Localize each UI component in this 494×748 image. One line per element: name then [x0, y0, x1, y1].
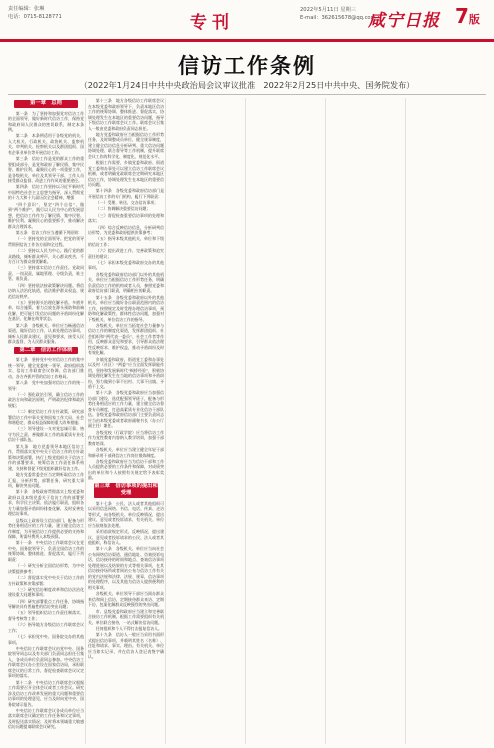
article-paragraph: 第六条 各级机关、单位应当畅通信访渠道，做好信访工作，认真处理信访事项，倾听人民群众建议、意见和要求，接受人民群众监督，为人民群众服务。: [8, 322, 84, 345]
article-paragraph: （三）坚持落实信访工作责任。党政同责、一岗双责，属地管理、分级负责，谁主管、谁负责。: [8, 265, 84, 282]
article-paragraph: 第七条 坚持党中央对信访工作的集中统一领导，健全党委统一领导、政府组织落实、信访工作联席会议协调、信访部门推动、各方齐抓共管的信访工作格局。: [8, 357, 84, 379]
article-paragraph: （二）坚持以人民为中心。践行党的群众路线，倾听群众呼声，关心群众疾苦，千方百计为群众排忧解难。: [8, 248, 84, 265]
contact-email: E-mail：362615678@qq.com: [300, 15, 376, 21]
page-number-value: 7: [455, 4, 469, 28]
article-column-3: [168, 98, 244, 744]
article-paragraph: 各级机关、单位领导干部应当阅办群众来信和网上信访、定期接待群众来访、定期下访，包案化解群众反映强烈的突出问题。: [88, 591, 164, 608]
article-paragraph: 第五条 信访工作应当遵循下列原则：: [15, 229, 82, 235]
article-paragraph: （七）承担党中央、国务院交办的其他事项。: [8, 634, 84, 645]
date-block: [300, 6, 376, 22]
column-divider: [245, 98, 246, 744]
article-paragraph: （六）提出改进工作、完善政策和追究责任的建议；: [88, 248, 164, 259]
article-paragraph: “四个意识”、坚定“四个自信”、做到“两个维护”，践行以人民为中心的发展思想，把信访工作作为了解民情、集中民智、维护民利、凝聚民心的重要抓手，推动解决群众合理诉求。: [8, 201, 84, 229]
chapter-heading: 第二章 信访工作体制: [14, 347, 78, 355]
article-paragraph: （一）研究分析全国信访形势，为中央决策提供参考；: [8, 563, 84, 574]
article-paragraph: 中央信访工作联席会议由党中央、国务院领导同志以及有关部门负责同志担任召集人，各成员单位负责同志参加。中央信访工作联席会议办公室设在国家信访局，承担联席会议的日常工作，督促检查联席会议议定事项的落实。: [8, 645, 84, 679]
article-paragraph: 各级党委和政府应当为信访干部和工作人员提供必要的工作条件和保障，对成绩突出的单位和个人按照有关规定给予表彰奖励。: [88, 458, 164, 481]
article-paragraph: （四）研究部署重点工作任务，协调指导解决具有普遍性的信访突出问题；: [8, 598, 84, 610]
article-paragraph: 任何组织和个人不得打击报复信访人。: [95, 625, 162, 631]
masthead-rule: [0, 39, 494, 40]
article-paragraph: 第二条 本条例适用于各级党的机关、人大机关、行政机关、政协机关、监察机关、审判机关、检察机关以及群团组织、国有企事业单位等开展信访工作。: [8, 133, 84, 155]
article-paragraph: 第九条 地方党委领导本地区信访工作，贯彻落实党中央关于信访工作的方针政策和决策部署，执行上级党组织关于信访工作的部署要求，统筹信访工作责任体系构建，支持和督促下级党组织做好信访工作。: [8, 443, 84, 471]
column-divider: [325, 98, 326, 744]
article-paragraph: 第十六条 各级党委和政府应当加强信访部门建设，选优配强领导班子，配备与形势任务相适应的工作力量，建立健全信访督查专员制度，打造高素质专业化信访干部队伍。各级党委和政府信访部门主要负责同志应当由本级党委或者政府副秘书长（办公厅副主任）兼任。: [88, 390, 164, 429]
article-column-5: [328, 98, 404, 744]
article-paragraph: 各级机关、单位应当建立健全年轻干部和新录用干部到信访工作岗位锻炼制度。: [88, 447, 164, 458]
column-divider: [165, 98, 166, 744]
article-paragraph: 第三条 信访工作是党的群众工作的重要组成部分，是党和政府了解民情、集中民智、维护民利、凝聚民心的一项重要工作，是各级机关、单位及其领导干部、工作人员接受群众监督、改进工作作风的重要途径。: [8, 156, 84, 184]
article-paragraph: 第十一条 中央信访工作联席会议在党中央、国务院领导下，负责全国信访工作的统筹协调、整体推进、督促落实，履行下列职责：: [8, 540, 84, 562]
article-paragraph: 地方党委常委会应当定期听取信访工作汇报，分析形势，部署任务，研究重大事项，解决突出问题。: [8, 472, 84, 489]
article-paragraph: 第八条 党中央加强对信访工作的统一领导：: [8, 380, 84, 391]
article-paragraph: 各级党校（行政学院）应当将信访工作作为党性教育内容纳入教学培训，加强干部教育培训。: [88, 429, 164, 446]
article-column-2: [88, 98, 164, 744]
article-paragraph: （二）督促落实党中央关于信访工作的方针政策和决策部署；: [8, 575, 84, 586]
article-paragraph: （七）承担本级党委和政府交办的其他事项。: [88, 259, 164, 271]
article-paragraph: （二）制定信访工作方针政策，研究部署信访工作中事关党和国家工作大局、社会和谐稳定、群众权益保障的重大改革措施；: [8, 409, 84, 426]
article-column-6: [408, 98, 484, 744]
chapter-heading: 第一章 总则: [14, 100, 78, 108]
article-paragraph: 地方党委和政府应当根据信访工作形势任务，及时调整成员单位，健全规章制度，建立健全信访信息分析研判、重大信访问题协调处理、联合督导等工作机制，提升联席会议工作的科学化、制度化、规范化水平。: [88, 131, 164, 159]
article-paragraph: 第十二条 中央信访工作联席会议根据工作需要召开全体会议或者工作会议。研究涉及信访工作改革发展的重大问题和重要信访事项的处理意见，应当及时向党中央、国务院请示报告。: [8, 679, 84, 707]
column-divider: [405, 98, 406, 744]
article-paragraph: （五）领导组织信访工作责任制落实、督导考核等工作；: [8, 610, 84, 621]
article-paragraph: 第十五条 各级党委和政府以外的其他机关、单位应当做好各自职责范围内的信访工作，按照规定及时受理办理信访事项，预防和化解政策性、群体性信访问题，加强对下级机关、单位信访工作的指导。: [88, 294, 164, 322]
article-column-4: [248, 98, 324, 744]
newspaper-logo: 咸宁日报: [368, 11, 440, 31]
article-paragraph: 第十三条 地方各级信访工作联席会议在本级党委和政府领导下，负责本地区信访工作的统筹协调、整体推进、督促落实，协调处理发生在本地区的重要信访问题，指导下级信访工作联席会议工作。联席会议召集人一般由党委和政府负责同志担任。: [88, 98, 164, 131]
article-paragraph: 第一条 为了坚持和加强党对信访工作的全面领导，做好新时代信访工作，保持党和政府同人民群众的密切联系，制定本条例。: [8, 110, 84, 132]
article-paragraph: 采用前款规定形式，反映情况，提出建议、意见或者投诉请求的公民、法人或者其他组织，称信访人。: [88, 529, 164, 546]
article-paragraph: （六）指导地方各级信访工作联席会议工作；: [8, 622, 84, 633]
article-paragraph: （一）受理、转送、交办信访事项；: [95, 200, 159, 206]
phone-line: 电话：0715-8128771: [8, 13, 62, 20]
article-paragraph: （三）督促检查重要信访事项的处理和落实；: [88, 212, 164, 224]
article-paragraph: 县级以上政府设立信访部门，配备与形势任务相适应的工作力量，建立健全信访工作制度，为开展信访工作提供必要的支持和保障，所需经费列入本级预算。: [8, 517, 84, 540]
headline-rule: [8, 94, 486, 95]
article-paragraph: （四）综合反映信访信息，分析研判信访形势，为党委和政府提供决策参考；: [88, 224, 164, 236]
article-paragraph: 第十条 各级政府贯彻落实上级党委和政府以及本级党委关于信访工作的部署要求，科学民主决策、依法履行职责，组织各方力量加强矛盾纠纷排查化解，及时妥善处理信访事项。: [8, 489, 84, 517]
editor-info: [8, 6, 62, 21]
section-title: 专刊: [190, 13, 234, 33]
article-paragraph: 乡镇党委和政府、街道党工委和办事处以及村（社区）“两委”应当全面发挥职能作用，坚持和发展新时代“枫桥经验”，积极协调处理化解发生在当地的信访事项和矛盾纠纷，努力做到小事不出村、大事不出镇、矛盾不上交。: [88, 356, 164, 390]
article-paragraph: （一）坚持党的全面领导。把党的领导贯彻到信访工作各方面和全过程。: [8, 236, 84, 247]
article-paragraph: 各级党委和政府信访部门以外的其他机关、单位应当根据信访工作形势任务，明确负责信访工作的机构或者人员，参照党委和政府信访部门职责，明确相应的职责。: [88, 271, 164, 294]
page-number-suffix: 版: [468, 13, 480, 26]
article-paragraph: 各级机关、单位应当拓宽社会力量参与信访工作的制度化渠道，发挥群团组织、社会组织和“两代表一委员”、社会工作者等作用，反映群众意见和要求，引导群众依法理性反映诉求、维护权益，推动矛盾纠纷及时有效化解。: [88, 322, 164, 356]
article-paragraph: （二）协调解决重要信访问题；: [95, 206, 151, 212]
article-paragraph: 市、县级党委和政府应当建立和完善联合接访工作机制，根据工作需要组织有关机关、单位联合接待，一站式解决信访问题。: [88, 608, 164, 625]
article-headline: 信访工作条例: [178, 54, 316, 78]
article-paragraph: （五）坚持源头治理化解矛盾。多措并举、综合施策，着力点放在源头预防和前端化解，把可能引发信访问题的矛盾纠纷化解在基层、化解在萌芽状态。: [8, 299, 84, 322]
editor-line: 责任编辑：张琳: [8, 6, 45, 12]
article-paragraph: （四）坚持依法按政策解决问题。将信访纳入法治化轨道，依法维护群众权益、规范信访秩序。: [8, 282, 84, 299]
article-paragraph: 第十四条 各级党委和政府信访部门是开展信访工作的专门机构，履行下列职责：: [88, 188, 164, 199]
article-paragraph: 第十九条 信访人一般应当采用书面形式提出信访事项，并载明其姓名（名称）、住址和请求、事实、理由。有关机关、单位应当如实记录，并在信访人登记表签字确认。: [88, 632, 164, 660]
issue-date: 2022年5月11日 星期三: [300, 7, 356, 13]
chapter-heading: 第三章 信访事项的提出和受理: [94, 482, 158, 497]
masthead: [0, 0, 494, 42]
article-paragraph: （三）研究信访制度改革和信访法治化建设重大问题和事项；: [8, 586, 84, 598]
article-paragraph: （五）指导本级其他机关、单位和下级的信访工作；: [88, 236, 164, 247]
article-paragraph: 第四条 信访工作坚持以习近平新时代中国特色社会主义思想为指导，深入贯彻党的十九大和十九届历次全会精神，增强: [8, 184, 84, 201]
column-divider: [85, 98, 86, 744]
page-number: [455, 4, 480, 28]
article-paragraph: （一）强化政治引领，确立信访工作的政治方向和政治原则，严明政治纪律和政治规矩；: [8, 391, 84, 408]
article-paragraph: 第十八条 各级机关、单位应当向社会公布网络信访渠道、通信地址、咨询投诉电话、信访接待的时间和地点、查询信访事项处理进展以及结果的方式等相关事项，在其信访接待场所或者网站公布与信访工作有关的党内法规和法律、法规、规章，信访事项的处理程序，以及其他为信访人提供便利的相关事项。: [88, 546, 164, 590]
article-subhead: （2022年1月24日中共中央政治局会议审议批准 2022年2月25日中共中央、国务院发布）: [79, 80, 415, 90]
article-paragraph: 第十七条 公民、法人或者其他组织可以采用信息网络、书信、电话、传真、走访等形式，向各级机关、单位反映情况，提出建议、意见或者投诉请求，有关机关、单位应当依规依法处理。: [88, 500, 164, 528]
article-paragraph: 根据工作需要，乡镇党委和政府、街道党工委和办事处可以建立信访工作联席会议机制，或者明确党政联席会定期研究本地区信访工作，协调处理发生在本地区的重要信访问题。: [88, 160, 164, 188]
article-paragraph: （三）领导建设一支对党忠诚可靠、恪守为民之责、善做群众工作的高素质专业化信访干部队伍。: [8, 426, 84, 443]
article-column-1: [8, 98, 84, 744]
article-paragraph: 中央信访工作联席会议各成员单位应当落实联席会议确定的工作任务和议定事项，及时报送落实情况；及时将本领域重大敏感信访问题提请联席会议研究。: [8, 707, 84, 730]
